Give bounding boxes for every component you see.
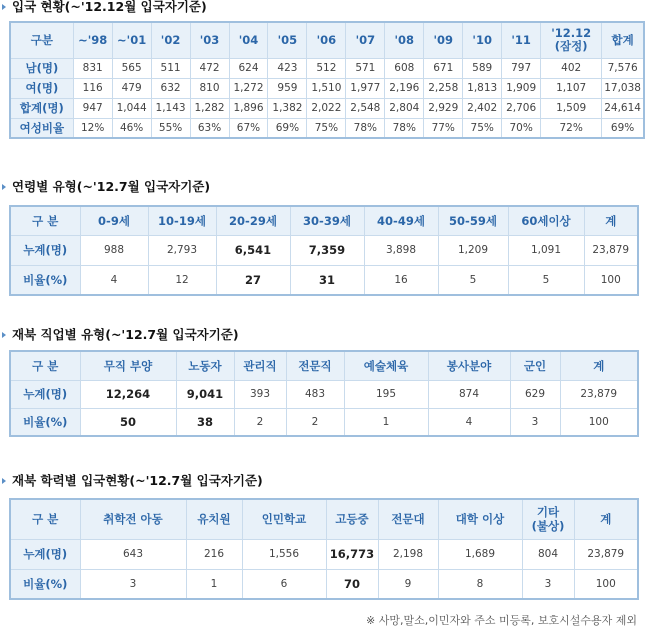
header-cell: '04 bbox=[229, 22, 268, 58]
data-cell: 2,198 bbox=[378, 539, 438, 569]
data-cell: 1,909 bbox=[502, 78, 541, 98]
data-cell: 23,879 bbox=[584, 235, 638, 265]
data-cell: 3 bbox=[522, 569, 574, 599]
header-cell: ~'01 bbox=[112, 22, 151, 58]
data-cell: 4 bbox=[80, 265, 148, 295]
data-cell: 2,793 bbox=[148, 235, 216, 265]
header-cell: ~'98 bbox=[73, 22, 112, 58]
data-cell: 2,804 bbox=[385, 98, 424, 118]
data-cell: 9 bbox=[378, 569, 438, 599]
data-cell: 1,272 bbox=[229, 78, 268, 98]
data-cell: 1,091 bbox=[508, 235, 584, 265]
header-cell: 구 분 bbox=[10, 351, 80, 380]
data-cell: 479 bbox=[112, 78, 151, 98]
data-cell: 472 bbox=[190, 58, 229, 78]
bullet-icon bbox=[2, 478, 6, 484]
header-cell: 기타 (불상) bbox=[522, 499, 574, 539]
header-cell: 군인 bbox=[510, 351, 560, 380]
data-cell: 12,264 bbox=[80, 380, 176, 408]
data-cell: 2,402 bbox=[463, 98, 502, 118]
row-label: 여(명) bbox=[10, 78, 73, 98]
header-cell: '02 bbox=[151, 22, 190, 58]
data-cell: 423 bbox=[268, 58, 307, 78]
header-cell: '08 bbox=[385, 22, 424, 58]
data-cell: 55% bbox=[151, 118, 190, 138]
data-cell: 2,548 bbox=[346, 98, 385, 118]
data-cell: 16,773 bbox=[326, 539, 378, 569]
table-row bbox=[10, 539, 638, 569]
header-cell: 인민학교 bbox=[242, 499, 326, 539]
header-cell: 예술체육 bbox=[344, 351, 428, 380]
data-cell: 77% bbox=[424, 118, 463, 138]
data-cell: 24,614 bbox=[602, 98, 644, 118]
bullet-icon bbox=[2, 332, 6, 338]
table-row bbox=[10, 408, 638, 436]
data-cell: 1,896 bbox=[229, 98, 268, 118]
row-label: 합계(명) bbox=[10, 98, 73, 118]
data-cell: 16 bbox=[364, 265, 438, 295]
data-cell: 1,510 bbox=[307, 78, 346, 98]
data-cell: 5 bbox=[508, 265, 584, 295]
bullet-icon bbox=[2, 184, 6, 190]
data-cell: 1,209 bbox=[438, 235, 508, 265]
occupation-table bbox=[9, 350, 639, 437]
header-cell: '07 bbox=[346, 22, 385, 58]
data-cell: 216 bbox=[186, 539, 242, 569]
section-title-age: 연령별 유형(~'12.7월 입국자기준) bbox=[2, 180, 210, 194]
data-cell: 2 bbox=[286, 408, 344, 436]
header-cell: 유치원 bbox=[186, 499, 242, 539]
row-label: 비율(%) bbox=[10, 265, 80, 295]
data-cell: 69% bbox=[268, 118, 307, 138]
data-cell: 831 bbox=[73, 58, 112, 78]
data-cell: 2 bbox=[234, 408, 286, 436]
data-cell: 804 bbox=[522, 539, 574, 569]
data-cell: 624 bbox=[229, 58, 268, 78]
data-cell: 1,556 bbox=[242, 539, 326, 569]
data-cell: 571 bbox=[346, 58, 385, 78]
header-cell: 전문직 bbox=[286, 351, 344, 380]
data-cell: 6,541 bbox=[216, 235, 290, 265]
header-cell: 무직 부양 bbox=[80, 351, 176, 380]
data-cell: 1,977 bbox=[346, 78, 385, 98]
row-label: 누계(명) bbox=[10, 380, 80, 408]
table-row bbox=[10, 118, 644, 138]
data-cell: 46% bbox=[112, 118, 151, 138]
data-cell: 1,689 bbox=[438, 539, 522, 569]
bullet-icon bbox=[2, 4, 6, 10]
data-cell: 9,041 bbox=[176, 380, 234, 408]
data-cell: 7,576 bbox=[602, 58, 644, 78]
data-cell: 2,706 bbox=[502, 98, 541, 118]
header-cell: '05 bbox=[268, 22, 307, 58]
header-cell: 계 bbox=[574, 499, 638, 539]
data-cell: 12 bbox=[148, 265, 216, 295]
data-cell: 1,282 bbox=[190, 98, 229, 118]
section-title-occupation: 재북 직업별 유형(~'12.7월 입국자기준) bbox=[2, 328, 239, 342]
data-cell: 2,929 bbox=[424, 98, 463, 118]
data-cell: 393 bbox=[234, 380, 286, 408]
data-cell: 810 bbox=[190, 78, 229, 98]
header-cell: '10 bbox=[463, 22, 502, 58]
header-cell: 0-9세 bbox=[80, 206, 148, 235]
header-cell: '09 bbox=[424, 22, 463, 58]
data-cell: 69% bbox=[602, 118, 644, 138]
section-title-entry: 입국 현황(~'12.12월 입국자기준) bbox=[2, 0, 207, 14]
data-cell: 874 bbox=[428, 380, 510, 408]
data-cell: 78% bbox=[346, 118, 385, 138]
section-title-education: 재북 학력별 입국현황(~'12.7월 입국자기준) bbox=[2, 474, 263, 488]
header-cell: 고등중 bbox=[326, 499, 378, 539]
header-cell: 전문대 bbox=[378, 499, 438, 539]
data-cell: 38 bbox=[176, 408, 234, 436]
data-cell: 67% bbox=[229, 118, 268, 138]
data-cell: 72% bbox=[541, 118, 602, 138]
data-cell: 1,107 bbox=[541, 78, 602, 98]
row-label: 남(명) bbox=[10, 58, 73, 78]
data-cell: 27 bbox=[216, 265, 290, 295]
header-cell: 50-59세 bbox=[438, 206, 508, 235]
header-cell: 계 bbox=[584, 206, 638, 235]
data-cell: 195 bbox=[344, 380, 428, 408]
row-label: 누계(명) bbox=[10, 235, 80, 265]
table-row bbox=[10, 569, 638, 599]
data-cell: 483 bbox=[286, 380, 344, 408]
header-cell: 30-39세 bbox=[290, 206, 364, 235]
data-cell: 671 bbox=[424, 58, 463, 78]
data-cell: 23,879 bbox=[560, 380, 638, 408]
row-label: 비율(%) bbox=[10, 408, 80, 436]
data-cell: 643 bbox=[80, 539, 186, 569]
header-cell: 노동자 bbox=[176, 351, 234, 380]
header-cell: 60세이상 bbox=[508, 206, 584, 235]
table-row bbox=[10, 98, 644, 118]
data-cell: 12% bbox=[73, 118, 112, 138]
header-cell: 10-19세 bbox=[148, 206, 216, 235]
table-row bbox=[10, 380, 638, 408]
data-cell: 1,509 bbox=[541, 98, 602, 118]
data-cell: 4 bbox=[428, 408, 510, 436]
header-cell: 40-49세 bbox=[364, 206, 438, 235]
data-cell: 63% bbox=[190, 118, 229, 138]
table-row bbox=[10, 58, 644, 78]
table-row bbox=[10, 235, 638, 265]
row-label: 누계(명) bbox=[10, 539, 80, 569]
header-cell: 합계 bbox=[602, 22, 644, 58]
data-cell: 589 bbox=[463, 58, 502, 78]
data-cell: 1,143 bbox=[151, 98, 190, 118]
data-cell: 78% bbox=[385, 118, 424, 138]
header-cell: '06 bbox=[307, 22, 346, 58]
header-cell: 관리직 bbox=[234, 351, 286, 380]
data-cell: 959 bbox=[268, 78, 307, 98]
data-cell: 2,258 bbox=[424, 78, 463, 98]
data-cell: 5 bbox=[438, 265, 508, 295]
data-cell: 3 bbox=[80, 569, 186, 599]
header-cell: 대학 이상 bbox=[438, 499, 522, 539]
data-cell: 1,813 bbox=[463, 78, 502, 98]
data-cell: 116 bbox=[73, 78, 112, 98]
data-cell: 565 bbox=[112, 58, 151, 78]
table-row bbox=[10, 265, 638, 295]
data-cell: 1,382 bbox=[268, 98, 307, 118]
header-cell: '03 bbox=[190, 22, 229, 58]
header-cell: 계 bbox=[560, 351, 638, 380]
data-cell: 7,359 bbox=[290, 235, 364, 265]
data-cell: 608 bbox=[385, 58, 424, 78]
data-cell: 75% bbox=[307, 118, 346, 138]
row-label: 여성비율 bbox=[10, 118, 73, 138]
data-cell: 100 bbox=[574, 569, 638, 599]
data-cell: 1 bbox=[344, 408, 428, 436]
data-cell: 31 bbox=[290, 265, 364, 295]
header-cell: 봉사분야 bbox=[428, 351, 510, 380]
data-cell: 629 bbox=[510, 380, 560, 408]
data-cell: 8 bbox=[438, 569, 522, 599]
data-cell: 1,044 bbox=[112, 98, 151, 118]
header-cell: '11 bbox=[502, 22, 541, 58]
header-cell: 구 분 bbox=[10, 499, 80, 539]
data-cell: 100 bbox=[560, 408, 638, 436]
data-cell: 70 bbox=[326, 569, 378, 599]
data-cell: 797 bbox=[502, 58, 541, 78]
table-row bbox=[10, 78, 644, 98]
header-cell: 취학전 아동 bbox=[80, 499, 186, 539]
data-cell: 1 bbox=[186, 569, 242, 599]
data-cell: 512 bbox=[307, 58, 346, 78]
row-label: 비율(%) bbox=[10, 569, 80, 599]
data-cell: 2,022 bbox=[307, 98, 346, 118]
entry-status-table bbox=[9, 21, 645, 139]
header-cell: '12.12 (잠정) bbox=[541, 22, 602, 58]
data-cell: 100 bbox=[584, 265, 638, 295]
data-cell: 947 bbox=[73, 98, 112, 118]
data-cell: 75% bbox=[463, 118, 502, 138]
age-table bbox=[9, 205, 639, 296]
footnote: ※ 사망,말소,이민자와 주소 미등록, 보호시설수용자 제외 bbox=[366, 614, 637, 627]
data-cell: 23,879 bbox=[574, 539, 638, 569]
data-cell: 6 bbox=[242, 569, 326, 599]
data-cell: 402 bbox=[541, 58, 602, 78]
data-cell: 50 bbox=[80, 408, 176, 436]
header-cell: 구 분 bbox=[10, 206, 80, 235]
data-cell: 511 bbox=[151, 58, 190, 78]
education-table bbox=[9, 498, 639, 600]
data-cell: 70% bbox=[502, 118, 541, 138]
header-cell: 20-29세 bbox=[216, 206, 290, 235]
data-cell: 988 bbox=[80, 235, 148, 265]
data-cell: 3 bbox=[510, 408, 560, 436]
data-cell: 632 bbox=[151, 78, 190, 98]
data-cell: 2,196 bbox=[385, 78, 424, 98]
header-cell: 구분 bbox=[10, 22, 73, 58]
data-cell: 3,898 bbox=[364, 235, 438, 265]
data-cell: 17,038 bbox=[602, 78, 644, 98]
